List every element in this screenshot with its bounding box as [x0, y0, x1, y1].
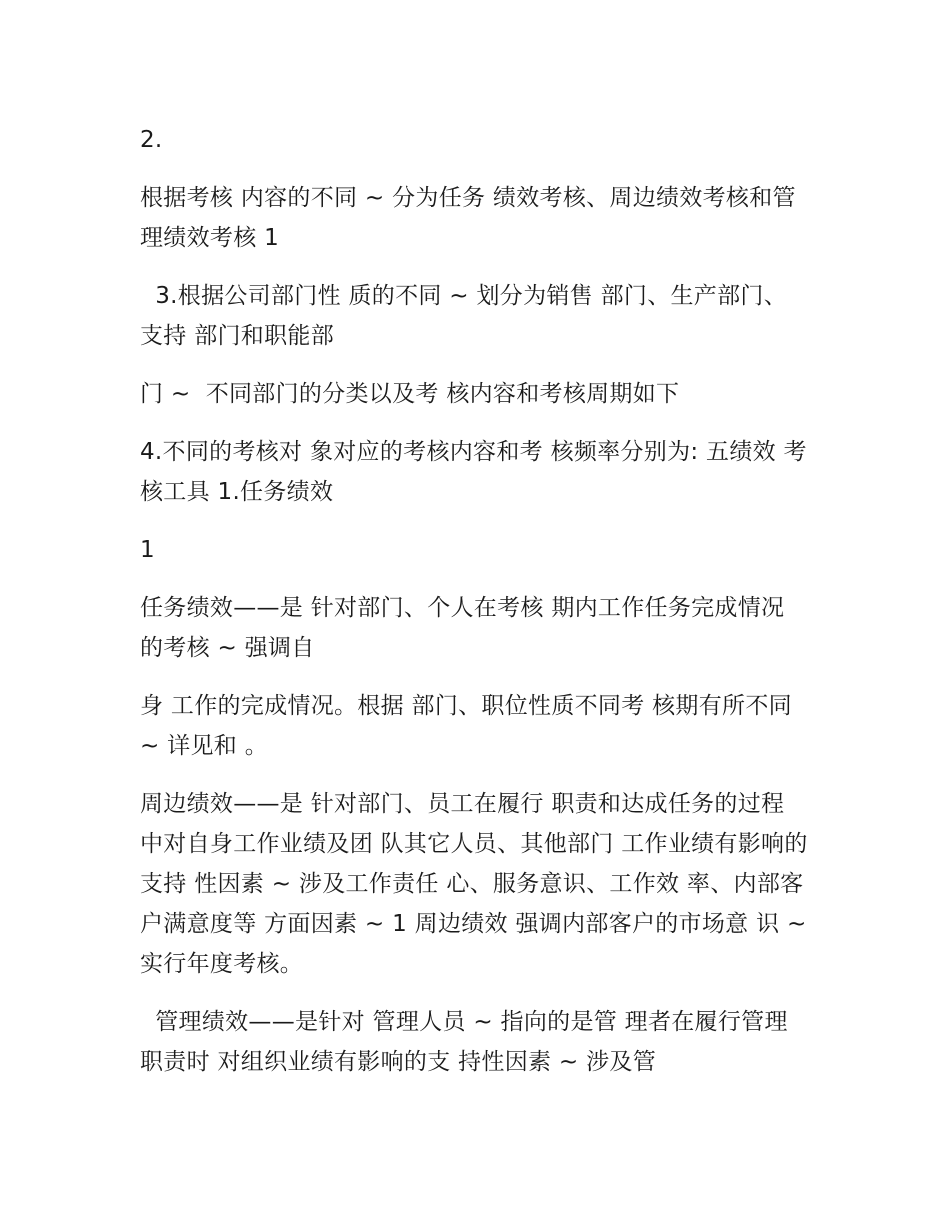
paragraph-8: 身 工作的完成情况。根据 部门、职位性质不同考 核期有所不同 ~ 详见和 。 [140, 693, 800, 759]
paragraph-3: 3.根据公司部门性 质的不同 ~ 划分为销售 部门、生产部门、支持 部门和职能部 [140, 283, 787, 349]
paragraph-6: 1 [140, 537, 155, 563]
paragraph-5: 4.不同的考核对 象对应的考核内容和考 核频率分别为: 五绩效 考核工具 1.任务绩效 [140, 439, 807, 505]
paragraph-7: 任务绩效——是 针对部门、个人在考核 期内工作任务完成情况 的考核 ~ 强调自 [140, 595, 792, 661]
paragraph-2: 根据考核 内容的不同 ~ 分为任务 绩效考核、周边绩效考核和管理绩效考核 1 [140, 185, 796, 251]
paragraph-10: 管理绩效——是针对 管理人员 ~ 指向的是管 理者在履行管理职责时 对组织业绩有影响的支 持性因素 ~ 涉及管 [140, 1009, 788, 1075]
document-body [140, 120, 815, 1100]
paragraph-1: 2. [140, 127, 163, 153]
paragraph-9: 周边绩效——是 针对部门、员工在履行 职责和达成任务的过程 中对自身工作业绩及团 队其它人员、其他部门 工作业绩有影响的支持 性因素 ~ 涉及工作责任 心、服务意识、工作效 率、内部客户满意度等 方面因素 ~ 1 周边绩效 强调内部客户的市场意 识 ~ 实行年度考核。 [140, 791, 815, 977]
paragraph-4: 门 ~ 不同部门的分类以及考 核内容和考核周期如下 [140, 381, 680, 407]
